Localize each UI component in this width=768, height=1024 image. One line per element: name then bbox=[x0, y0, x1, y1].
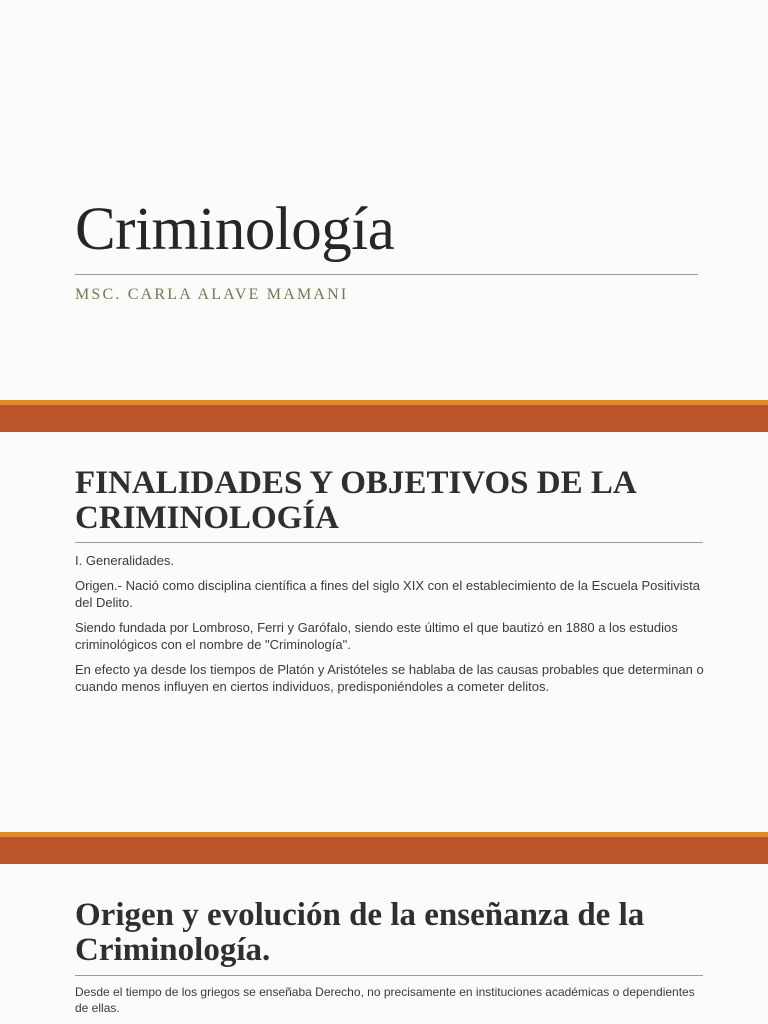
paragraph: En efecto ya desde los tiempos de Platón y Aristóteles se hablaba de las causas probables que determinan o cuando menos influyen en ciertos individuos, predisponiéndoles a cometer delitos. bbox=[75, 662, 704, 694]
paragraph: Origen.- Nació como disciplina científica a fines del siglo XIX con el establecimiento de la Escuela Positivista del Delito. bbox=[75, 578, 701, 610]
objectives-slide bbox=[0, 432, 768, 832]
slide-body bbox=[75, 552, 705, 703]
slide-separator bbox=[0, 400, 768, 432]
paragraph: I. Generalidades. bbox=[75, 553, 175, 568]
heading-divider bbox=[75, 975, 703, 976]
paragraph: Desde el tiempo de los griegos se enseñaba Derecho, no precisamente en instituciones académicas o dependientes de ellas. bbox=[75, 985, 695, 1015]
title-slide bbox=[0, 0, 768, 400]
heading-divider bbox=[75, 542, 703, 543]
slide-body bbox=[75, 984, 705, 1016]
slide-separator bbox=[0, 832, 768, 864]
slide-heading: Origen y evolución de la enseñanza de la Criminología. bbox=[75, 897, 645, 968]
title-divider bbox=[75, 274, 698, 275]
paragraph: Siendo fundada por Lombroso, Ferri y Garófalo, siendo este último el que bautizó en 1880 a los estudios criminológicos con el nombre de "Criminología". bbox=[75, 620, 678, 652]
slide-heading: FINALIDADES Y OBJETIVOS DE LA CRIMINOLOGÍA bbox=[75, 465, 635, 536]
presentation-title: Criminología bbox=[75, 196, 395, 263]
origin-slide bbox=[0, 864, 768, 1024]
author-subtitle: MSC. CARLA ALAVE MAMANI bbox=[75, 286, 349, 303]
